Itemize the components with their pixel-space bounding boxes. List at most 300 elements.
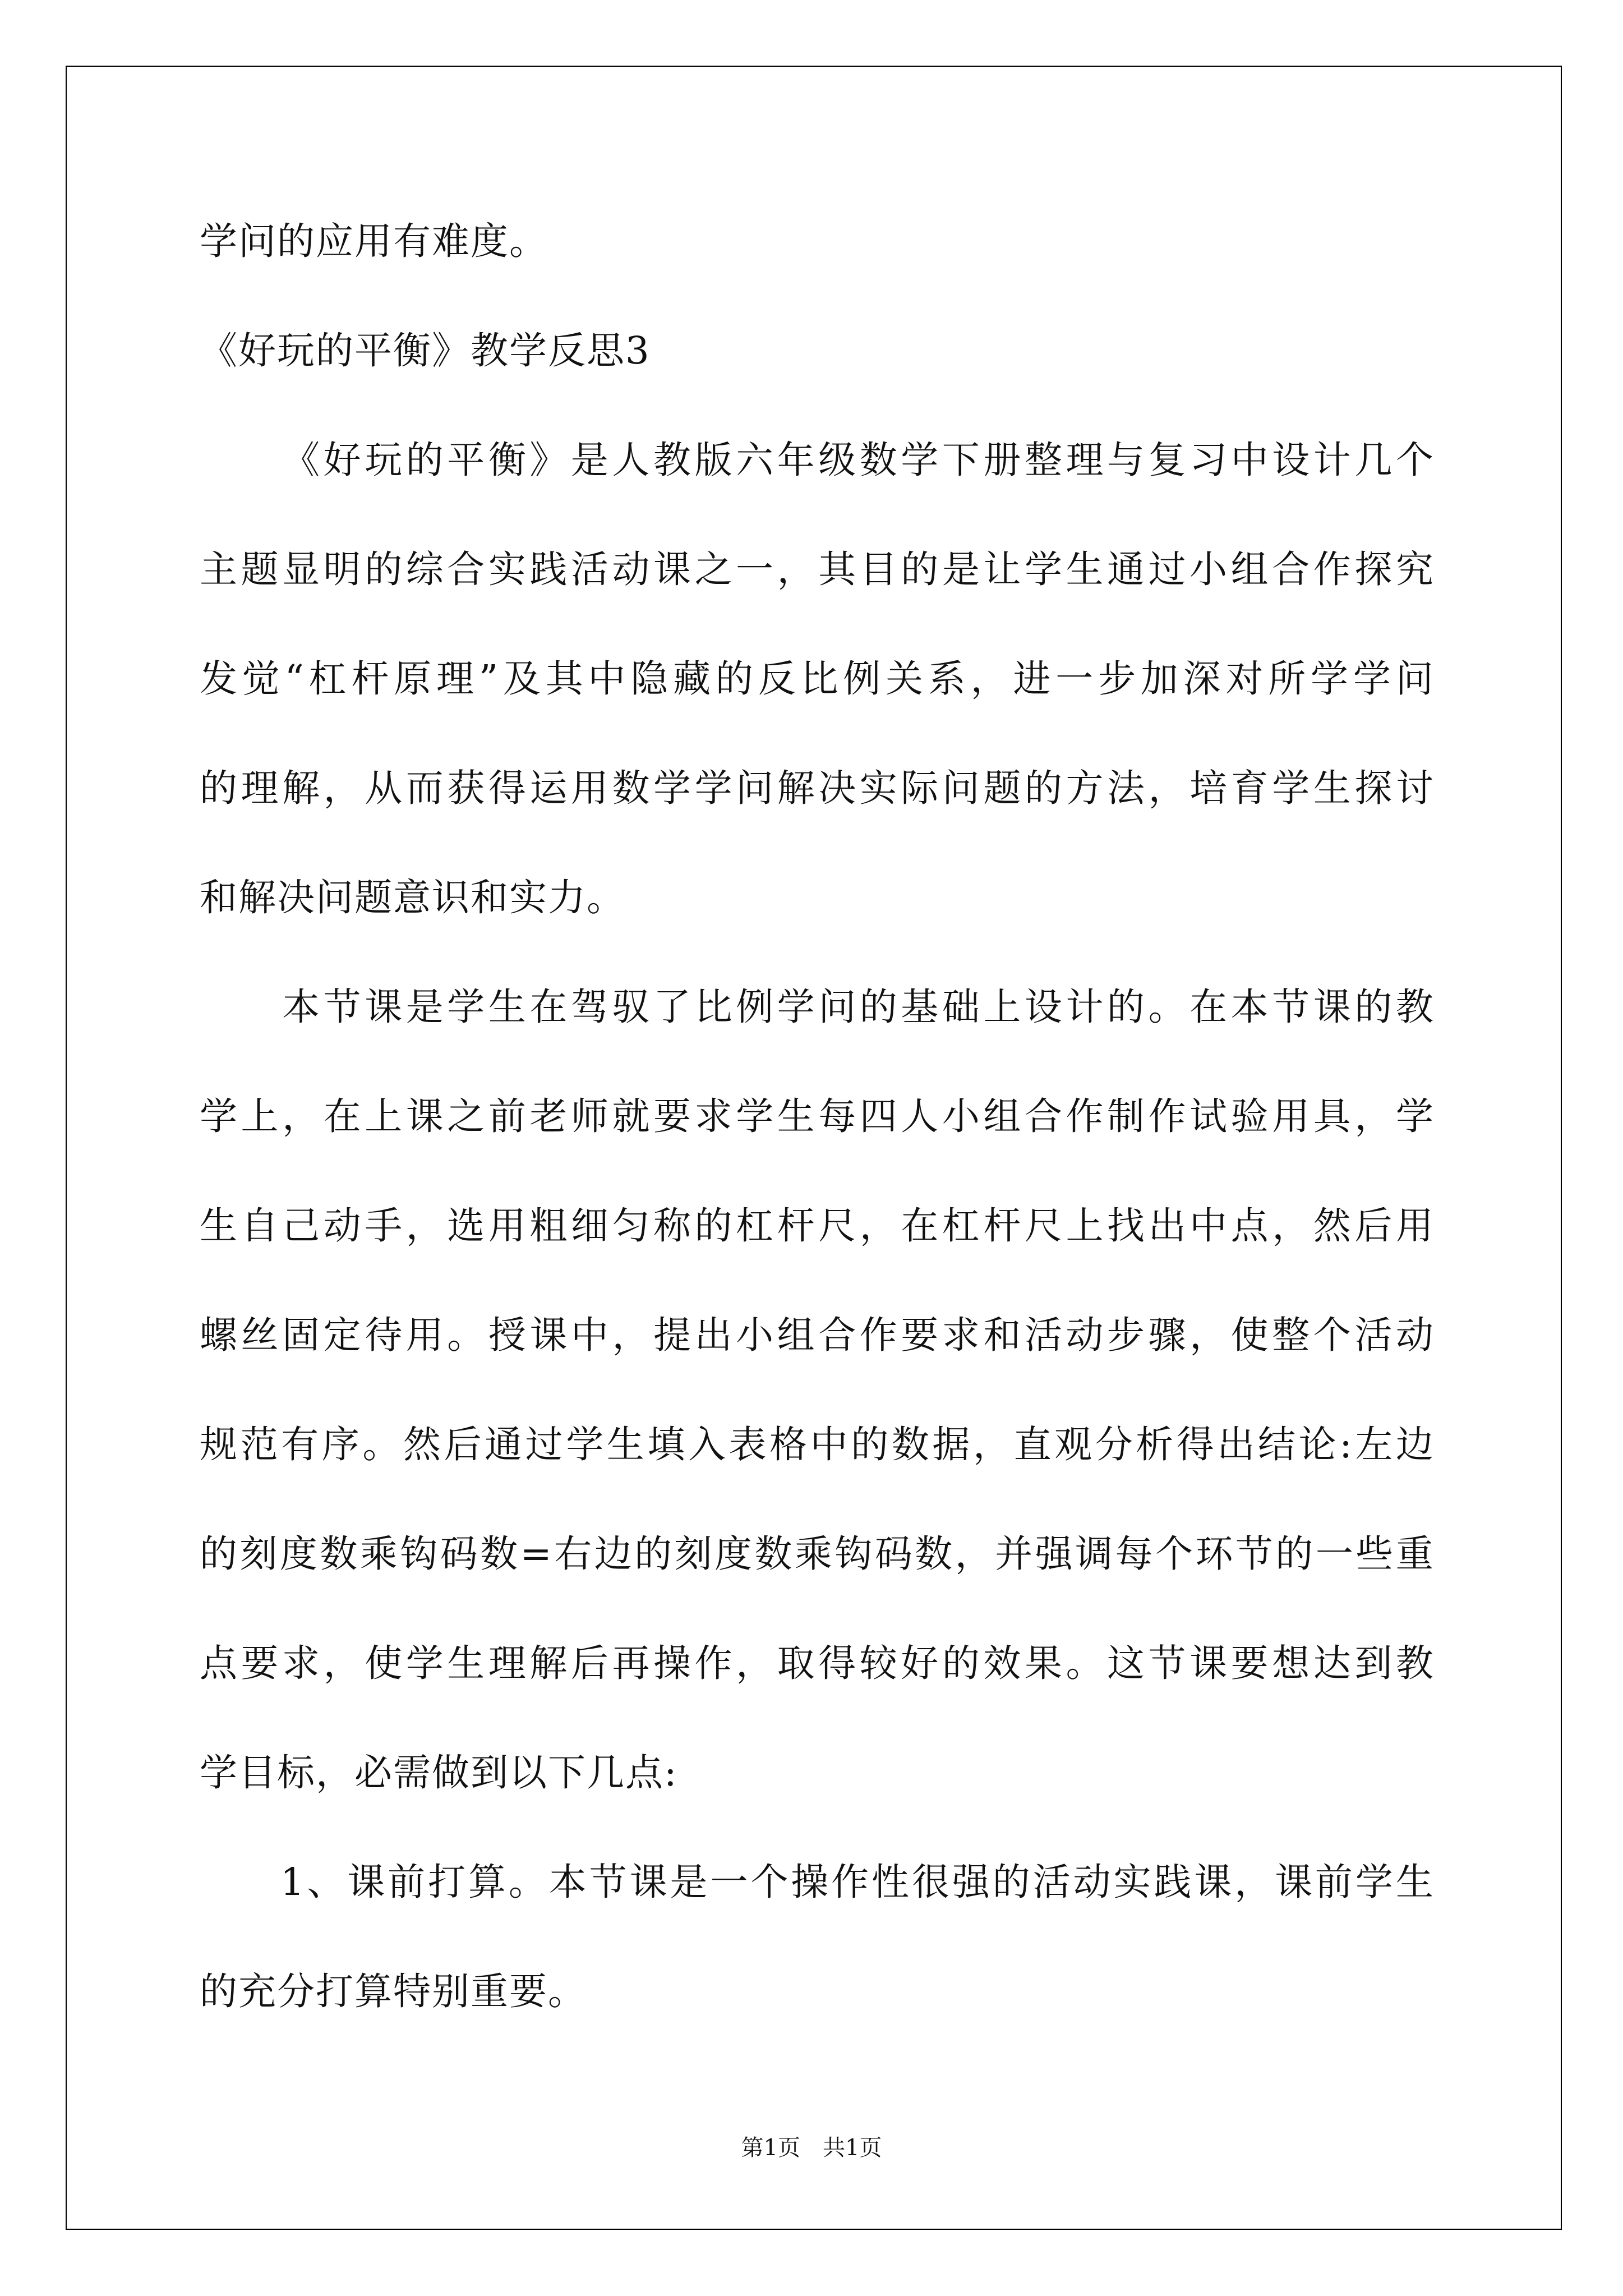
text-char: 人 [901,1094,939,1138]
text-char: 好 [323,438,361,482]
text-line [200,982,1433,1032]
text-char: 学 [200,1094,237,1138]
text-line [200,1419,1433,1470]
text-char: 基 [901,985,939,1029]
text-char: 粗 [529,1204,568,1248]
text-char: 要 [653,1094,691,1138]
text-char: 主 [200,547,237,591]
text-char [241,982,279,1032]
text-char: 1 [280,1860,305,1904]
text-char: ， [405,1204,444,1248]
text-char: 实 [859,766,897,810]
text-char: 边 [594,1532,632,1576]
text-char: 其 [545,657,583,701]
text-char: 合 [447,547,485,591]
text-char: 用 [488,1204,526,1248]
text-line: 学目标，必需做到以下几点: [200,1751,678,1795]
text-char: 中 [810,1423,848,1466]
text-char: 用 [1272,1094,1310,1138]
text-char: 践 [529,547,568,591]
text-char: 序 [321,1423,359,1466]
text-char: 中 [1230,438,1269,482]
text-char: 衡 [488,438,526,482]
text-char: 刻 [674,1532,712,1576]
text-char: 乘 [794,1532,832,1576]
text-char: 原 [394,657,432,701]
text-char: 作 [1066,1094,1104,1138]
text-char: 觉 [242,657,280,701]
text-char: 前 [1315,1860,1353,1904]
text-char: 节 [323,985,361,1029]
text-char: 对 [1225,657,1264,701]
text-char: 中 [588,657,626,701]
text-char: 级 [818,438,856,482]
text-char: 好 [901,1641,939,1685]
text-char: 步 [1098,657,1136,701]
text-char: ， [859,1204,897,1248]
text-char: 匀 [612,1204,650,1248]
text-char: 几 [1354,438,1393,482]
text-char: 探 [1354,547,1393,591]
text-char: 操 [791,1860,829,1904]
text-char: 了 [653,985,691,1029]
text-char: 性 [872,1860,910,1904]
text-char: 学 [1272,766,1310,810]
text-char: 动 [1066,1313,1104,1357]
text-char: 隐 [630,657,668,701]
text-char: 平 [447,438,485,482]
text-char: 究 [1395,547,1433,591]
text-line [200,1638,1433,1688]
text-char: 让 [983,547,1021,591]
text-char: 乘 [359,1532,398,1576]
text-char: 数 [891,1423,929,1466]
text-char: 实 [1113,1860,1151,1904]
text-char: ， [955,1532,993,1576]
text-char: ， [1234,1860,1272,1904]
text-char: 节 [1272,985,1310,1029]
text-char: 综 [405,547,444,591]
text-char: 之 [694,547,732,591]
text-char: 课 [365,985,403,1029]
text-char: 生 [1066,547,1104,591]
text-char: 比 [800,657,838,701]
text-char: 。 [1066,1641,1104,1685]
text-char: 整 [1272,1313,1310,1357]
text-char: 。 [362,1423,400,1466]
text-char [240,1857,278,1907]
text-char: 杆 [777,1204,815,1248]
text-char: 问 [818,985,856,1029]
text-char: : [1339,1423,1352,1466]
text-char: 在 [1189,985,1228,1029]
text-char: 的 [851,1423,889,1466]
text-char: 。 [1148,985,1186,1029]
text-char: 并 [995,1532,1033,1576]
text-char: 析 [1136,1423,1174,1466]
text-char: 度 [714,1532,753,1576]
text-char: 方 [1066,766,1104,810]
text-char: 得 [1176,1423,1214,1466]
text-char: 践 [1154,1860,1192,1904]
text-char: 解 [529,1641,568,1685]
text-char: 求 [282,1641,320,1685]
text-char: 较 [859,1641,897,1685]
text-char: 解 [282,766,320,810]
text-char: 题 [983,766,1021,810]
text-char: 数 [480,1532,518,1576]
text-char: 制 [1107,1094,1145,1138]
text-char: 作 [1313,547,1351,591]
text-char: 结 [1258,1423,1296,1466]
text-char: 生 [606,1423,644,1466]
text-char [200,435,237,485]
text-char: 小 [1189,547,1228,591]
text-char: 目 [859,547,897,591]
text-char: 题 [241,547,279,591]
text-char: 学 [777,985,815,1029]
text-char: 规 [200,1423,237,1466]
text-char: 杠 [736,1204,774,1248]
text-char: 、 [307,1860,345,1904]
text-char: = [520,1532,552,1576]
text-char: 钩 [400,1532,438,1576]
text-char: ， [282,1094,320,1138]
text-char: 小 [942,1094,980,1138]
text-char: 学 [1024,547,1062,591]
text-char: ， [970,657,1008,701]
text-char: 前 [388,1860,426,1904]
text-char: 整 [1024,438,1062,482]
text-char: 进 [1013,657,1051,701]
text-char: 打 [428,1860,466,1904]
text-char: 课 [629,1860,667,1904]
text-char: 生 [447,1641,485,1685]
text-char: 教 [1395,1641,1433,1685]
text-char: 教 [653,438,691,482]
text-char: 重 [1395,1532,1433,1576]
text-char: 手 [365,1204,403,1248]
text-char: ， [1148,766,1186,810]
text-char: 点 [1230,1204,1269,1248]
text-char: 使 [365,1641,403,1685]
text-char: 藏 [673,657,711,701]
text-char: 之 [447,1094,485,1138]
text-char: 节 [1148,1641,1186,1685]
text-char: 作 [831,1860,869,1904]
text-char: 驾 [570,985,608,1029]
text-line [200,1091,1433,1142]
text-char: 活 [1354,1313,1393,1357]
text-char: 通 [1107,547,1145,591]
text-char: 得 [818,1641,856,1685]
text-line [200,435,1433,485]
text-char: 培 [1189,766,1228,810]
text-char: 数 [612,766,650,810]
text-char: 上 [241,1094,279,1138]
text-char: 是 [405,985,444,1029]
text-char: 合 [818,1313,856,1357]
text-char: 本 [1230,985,1269,1029]
text-char: 想 [1272,1641,1310,1685]
text-line [200,1529,1433,1579]
text-char: 课 [347,1860,385,1904]
text-char: 学 [901,438,939,482]
text-char: 个 [750,1860,789,1904]
text-char: 作 [1148,1094,1186,1138]
text-char: 算 [468,1860,506,1904]
text-line: 学问的应用有难度。 [200,219,548,263]
text-char: 例 [843,657,881,701]
text-char: ， [1272,1204,1310,1248]
text-char: 学 [405,1641,444,1685]
text-char [241,435,279,485]
text-char: 老 [529,1094,568,1138]
text-char: 上 [365,1094,403,1138]
text-char: 尺 [1024,1204,1062,1248]
text-char: 和 [983,1313,1021,1357]
text-char: 右 [554,1532,592,1576]
text-line: 的充分打算特别重要。 [200,1970,587,2013]
text-char: 上 [983,985,1021,1029]
text-char: 试 [1189,1094,1228,1138]
text-char: 下 [942,438,980,482]
text-char: 小 [736,1313,774,1357]
text-char: 作 [694,1641,732,1685]
text-char: 节 [1235,1532,1273,1576]
text-char: 学 [736,1094,774,1138]
text-char: 验 [1230,1094,1269,1138]
text-char: 组 [1230,547,1269,591]
text-char: 理 [241,766,279,810]
text-char: 一 [1315,1532,1353,1576]
text-char: ， [323,1641,361,1685]
text-char: 论 [1298,1423,1336,1466]
text-char: 所 [1268,657,1306,701]
text-char: 设 [1024,985,1062,1029]
text-char [200,982,237,1032]
text-char: 育 [1230,766,1269,810]
text-char: 操 [653,1641,691,1685]
text-char: 杠 [942,1204,980,1248]
text-char: 步 [1107,1313,1145,1357]
text-char: 的 [942,1641,980,1685]
text-char: 直 [1013,1423,1052,1466]
text-char: ， [1189,1313,1228,1357]
text-char: 发 [200,657,237,701]
text-char: 》 [529,438,568,482]
text-char: 码 [874,1532,912,1576]
text-char: 显 [282,547,320,591]
text-char: 活 [570,547,608,591]
text-char: 理 [1066,438,1104,482]
text-char: 在 [901,1204,939,1248]
text-char: 的 [634,1532,672,1576]
text-char: 己 [282,1204,320,1248]
text-char: 找 [1107,1204,1145,1248]
text-char: 然 [1313,1204,1351,1248]
text-char: 学 [1311,657,1349,701]
text-char: 出 [1217,1423,1255,1466]
text-char: 动 [612,547,650,591]
text-char: 数 [320,1532,358,1576]
text-char: 《 [282,438,320,482]
text-char: 人 [612,438,650,482]
text-char: 要 [1230,1641,1269,1685]
text-char: 学 [653,766,691,810]
text-char: 数 [859,438,897,482]
text-char: 表 [728,1423,767,1466]
text-char: 然 [403,1423,441,1466]
text-char: 点 [200,1641,237,1685]
text-char: 问 [942,766,980,810]
text-char: 尺 [818,1204,856,1248]
text-char: 每 [1115,1532,1153,1576]
text-char: 系 [928,657,966,701]
text-char: 杆 [983,1204,1021,1248]
text-char: 一 [1055,657,1094,701]
text-char: 。 [508,1860,546,1904]
text-char: 学 [694,766,732,810]
text-char: 课 [1275,1860,1313,1904]
text-char: 螺 [200,1313,237,1357]
text-char: 的 [200,1532,237,1576]
text-char: 丝 [241,1313,279,1357]
text-char: 中 [1189,1204,1228,1248]
text-char: 动 [1395,1313,1433,1357]
text-char: 活 [1032,1860,1071,1904]
text-char: 生 [777,1094,815,1138]
text-char: 数 [754,1532,792,1576]
text-char: ” [478,657,499,701]
text-char: 计 [1313,438,1351,482]
text-char: 很 [911,1860,949,1904]
text-char: 学 [1395,1094,1433,1138]
text-char: 在 [529,985,568,1029]
text-char: 就 [612,1094,650,1138]
text-char: 后 [1354,1204,1393,1248]
text-char: 选 [447,1204,485,1248]
text-char: 的 [365,547,403,591]
text-char: “ [284,657,304,701]
text-char: 授 [488,1313,526,1357]
text-char: 边 [1395,1423,1433,1466]
text-char: 课 [1194,1860,1232,1904]
text-char: 驭 [612,985,650,1029]
text-char: 法 [1107,766,1145,810]
text-char: 与 [1107,438,1145,482]
text-char: 自 [241,1204,279,1248]
text-char: 关 [886,657,924,701]
text-char: 要 [901,1313,939,1357]
text-char: 的 [859,985,897,1029]
text-char: 问 [1395,657,1433,701]
text-line [200,1857,1433,1907]
text-char: 课 [405,1094,444,1138]
text-char: 课 [1189,1641,1228,1685]
text-char: 求 [942,1313,980,1357]
text-char: 实 [488,547,526,591]
text-line [200,1200,1433,1251]
text-char: 课 [529,1313,568,1357]
text-char: 作 [859,1313,897,1357]
text-char: 的 [901,547,939,591]
text-char: 用 [1395,1204,1433,1248]
text-char: 格 [769,1423,808,1466]
text-char: 决 [818,766,856,810]
text-char: 左 [1355,1423,1393,1466]
text-char: 生 [1395,1860,1433,1904]
text-char: 到 [1354,1641,1393,1685]
text-char: 杠 [308,657,347,701]
text-char: 每 [818,1094,856,1138]
text-char: 复 [1148,438,1186,482]
text-char: 提 [653,1313,691,1357]
text-line [200,544,1433,595]
text-char: 其 [818,547,856,591]
text-char: 这 [1107,1641,1145,1685]
text-char: 生 [1313,766,1351,810]
text-char: 待 [365,1313,403,1357]
text-char: 是 [942,547,980,591]
text-char: 比 [694,985,732,1029]
text-char: 要 [241,1641,279,1685]
text-char: 及 [502,657,541,701]
text-char: 求 [694,1094,732,1138]
section-heading: 《好玩的平衡》教学反思3 [200,329,651,372]
text-char: 四 [859,1094,897,1138]
text-char: 一 [710,1860,748,1904]
text-char: ， [612,1313,650,1357]
text-char: 过 [1148,547,1186,591]
text-char: 问 [736,766,774,810]
text-char: 。 [447,1313,485,1357]
text-char: 度 [279,1532,317,1576]
text-char: 具 [1313,1094,1351,1138]
text-char: 节 [589,1860,627,1904]
text-char: 通 [485,1423,523,1466]
text-char: 合 [1024,1094,1062,1138]
text-char: 从 [365,766,403,810]
text-char: 称 [653,1204,691,1248]
text-char: 例 [736,985,774,1029]
text-char: 学 [447,985,485,1029]
text-char: 观 [1054,1423,1092,1466]
text-char: 加 [1140,657,1178,701]
text-char: 码 [440,1532,478,1576]
text-char: 强 [1035,1532,1073,1576]
text-char: 环 [1195,1532,1233,1576]
text-char: 的 [715,657,753,701]
text-char: 活 [1024,1313,1062,1357]
text-char: ， [736,1641,774,1685]
text-char: 个 [1155,1532,1193,1576]
text-char: 出 [1148,1204,1186,1248]
text-char: 组 [983,1094,1021,1138]
text-char: 际 [901,766,939,810]
text-char: 得 [488,766,526,810]
text-char: 理 [488,1641,526,1685]
text-char: 学 [1353,657,1391,701]
text-char: 过 [525,1423,563,1466]
text-char: 动 [323,1204,361,1248]
text-char: 的 [1275,1532,1313,1576]
text-char: 年 [777,438,815,482]
text-char: 本 [548,1860,587,1904]
text-char: 骤 [1148,1313,1186,1357]
text-char: 学 [1355,1860,1393,1904]
text-char: 计 [1066,985,1104,1029]
